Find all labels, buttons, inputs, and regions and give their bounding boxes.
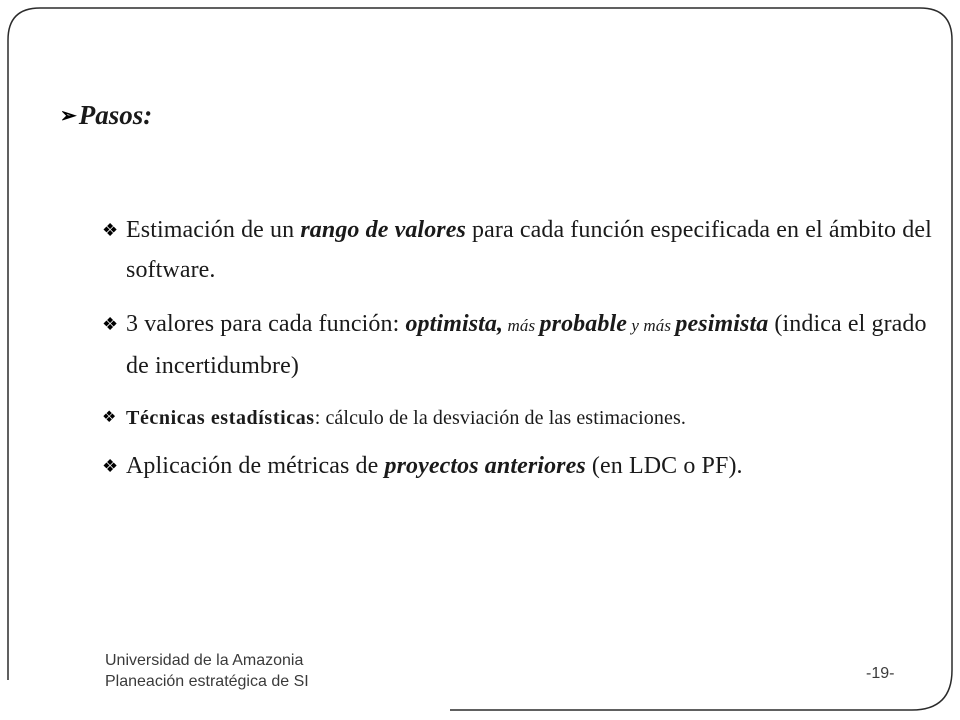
item-text: 3 valores para cada función: [126, 311, 406, 337]
arrow-bullet-icon: ➢ [60, 105, 77, 127]
diamond-bullet-icon: ❖ [102, 314, 119, 334]
item-text: (en LDC o PF). [585, 453, 743, 479]
item-small-text: más [503, 316, 540, 335]
list-item [102, 446, 932, 486]
diamond-bullet-icon: ❖ [102, 220, 119, 240]
item-emphasis: optimista, [405, 311, 504, 337]
list-item [102, 210, 932, 290]
item-emphasis: probable [539, 311, 628, 337]
item-small-text: y más [627, 316, 676, 335]
item-emphasis: pesimista [675, 311, 769, 337]
diamond-bullet-icon: ❖ [102, 456, 119, 476]
item-text: Estimación de un [126, 217, 301, 243]
item-emphasis: proyectos anteriores [384, 453, 586, 479]
heading-text: Pasos: [78, 100, 153, 130]
item-text: (indica el grado de incertidumbre) [126, 311, 927, 379]
item-emphasis: Técnicas estadísticas [126, 407, 315, 429]
item-emphasis: rango de valores [300, 217, 466, 243]
section-heading [60, 100, 152, 131]
item-text: Aplicación de métricas de [126, 453, 385, 479]
footer-course: Planeación estratégica de SI [105, 673, 309, 690]
footer-university: Universidad de la Amazonia [105, 652, 304, 669]
diamond-bullet-icon: ❖ [102, 409, 117, 426]
list-item [102, 304, 932, 386]
list-item [102, 400, 932, 436]
page-number: -19- [866, 665, 895, 682]
footer-institution [105, 650, 309, 692]
item-text: para cada función especificada en el ámbito del software. [126, 217, 932, 283]
item-text: : cálculo de la desviación de las estimaciones. [314, 407, 686, 429]
bullet-list [102, 210, 932, 500]
